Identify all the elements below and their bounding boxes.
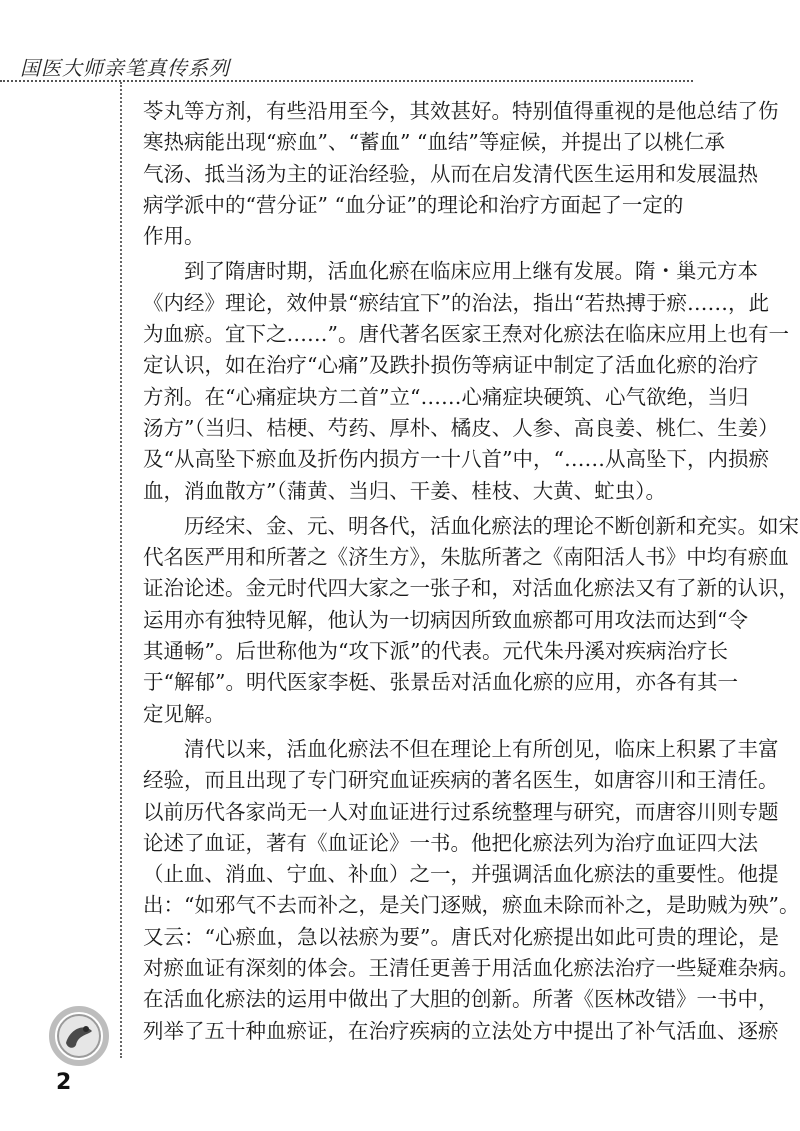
text-line: 对瘀血证有深刻的体会。王清任更善于用活血化瘀法治疗一些疑难杂病。 bbox=[143, 956, 799, 981]
text-line: 又云：“心瘀血，急以祛瘀为要”。唐氏对化瘀提出如此可贵的理论，是 bbox=[143, 924, 779, 949]
text-line: 清代以来，活血化瘀法不但在理论上有所创见，临床上积累了丰富 bbox=[184, 736, 779, 761]
header-dotted-rule bbox=[0, 80, 693, 82]
text-line: 到了隋唐时期，活血化瘀在临床应用上继有发展。隋・巢元方本 bbox=[184, 259, 758, 284]
text-line: 论述了血证，著有《血证论》一书。他把化瘀法列为治疗血证四大法 bbox=[143, 830, 758, 855]
margin-dotted-rule bbox=[120, 82, 122, 1058]
paragraph bbox=[143, 734, 800, 1047]
body-text bbox=[143, 96, 800, 1051]
series-title: 国医大师亲笔真传系列 bbox=[20, 56, 230, 80]
text-line: 《内经》理论，效仲景“瘀结宜下”的治法，指出“若热搏于瘀……，此 bbox=[143, 290, 769, 315]
text-line: 汤方”（当归、桔梗、芍药、厚朴、橘皮、人参、高良姜、桃仁、生姜） bbox=[143, 415, 779, 440]
text-line: 历经宋、金、元、明各代，活血化瘀法的理论不断创新和充实。如宋 bbox=[184, 513, 799, 538]
text-line: 定认识，如在治疗“心痛”及跌扑损伤等病证中制定了活血化瘀的治疗 bbox=[143, 353, 759, 378]
text-line: 其通畅”。后世称他为“攻下派”的代表。元代朱丹溪对疾病治疗长 bbox=[143, 639, 728, 664]
text-line: 在活血化瘀法的运用中做出了大胆的创新。所著《医林改错》一书中， bbox=[143, 987, 779, 1012]
text-line: 苓丸等方剂，有些沿用至今，其效甚好。特别值得重视的是他总结了伤 bbox=[143, 99, 779, 123]
text-line: 病学派中的“营分证” “血分证”的理论和治疗方面起了一定的 bbox=[143, 192, 684, 217]
text-line: 出：“如邪气不去而补之，是关门逐贼，瘀血未除而补之，是助贼为殃”。 bbox=[143, 893, 800, 918]
paragraph bbox=[143, 256, 789, 506]
text-line: 以前历代各家尚无一人对血证进行过系统整理与研究，而唐容川则专题 bbox=[143, 799, 779, 824]
text-line: 证治论述。金元时代四大家之一张子和，对活血化瘀法又有了新的认识， bbox=[143, 576, 799, 601]
text-line: 代名医严用和所著之《济生方》，朱肱所著之《南阳活人书》中均有瘀血 bbox=[143, 545, 789, 570]
text-line: 运用亦有独特见解，他认为一切病因所致血瘀都可用攻法而达到“令 bbox=[143, 607, 748, 632]
text-line: 列举了五十种血瘀证，在治疗疾病的立法处方中提出了补气活血、逐瘀 bbox=[143, 1018, 779, 1043]
paragraph bbox=[143, 96, 779, 252]
text-line: （止血、消血、宁血、补血）之一，并强调活血化瘀法的重要性。他提 bbox=[143, 862, 779, 887]
text-line: 为血瘀。宜下之……”。唐代著名医家王焘对化瘀法在临床应用上也有一 bbox=[143, 322, 789, 347]
text-line: 作用。 bbox=[143, 224, 205, 249]
text-line: 经验，而且出现了专门研究血证疾病的著名医生，如唐容川和王清任。 bbox=[143, 768, 779, 793]
text-line: 气汤、抵当汤为主的证治经验，从而在启发清代医生运用和发展温热 bbox=[143, 161, 758, 186]
text-line: 方剂。在“心痛症块方二首”立“……心痛症块硬筑、心气欲绝，当归 bbox=[143, 384, 749, 409]
text-line: 于“解郁”。明代医家李梃、张景岳对活血化瘀的应用，亦各有其一 bbox=[143, 670, 738, 695]
page-number: 2 bbox=[56, 1070, 72, 1095]
text-line: 及“从高坠下瘀血及折伤内损方一十八首”中，“……从高坠下，内损瘀 bbox=[143, 447, 769, 472]
text-line: 定见解。 bbox=[143, 701, 225, 726]
text-line: 寒热病能出现“瘀血”、“蓄血” “血结”等症候，并提出了以桃仁承 bbox=[143, 130, 725, 155]
text-line: 血，消血散方”（蒲黄、当归、干姜、桂枝、大黄、虻虫）。 bbox=[143, 478, 666, 503]
ink-circle-ornament-icon bbox=[48, 1005, 110, 1067]
paragraph bbox=[143, 511, 799, 730]
